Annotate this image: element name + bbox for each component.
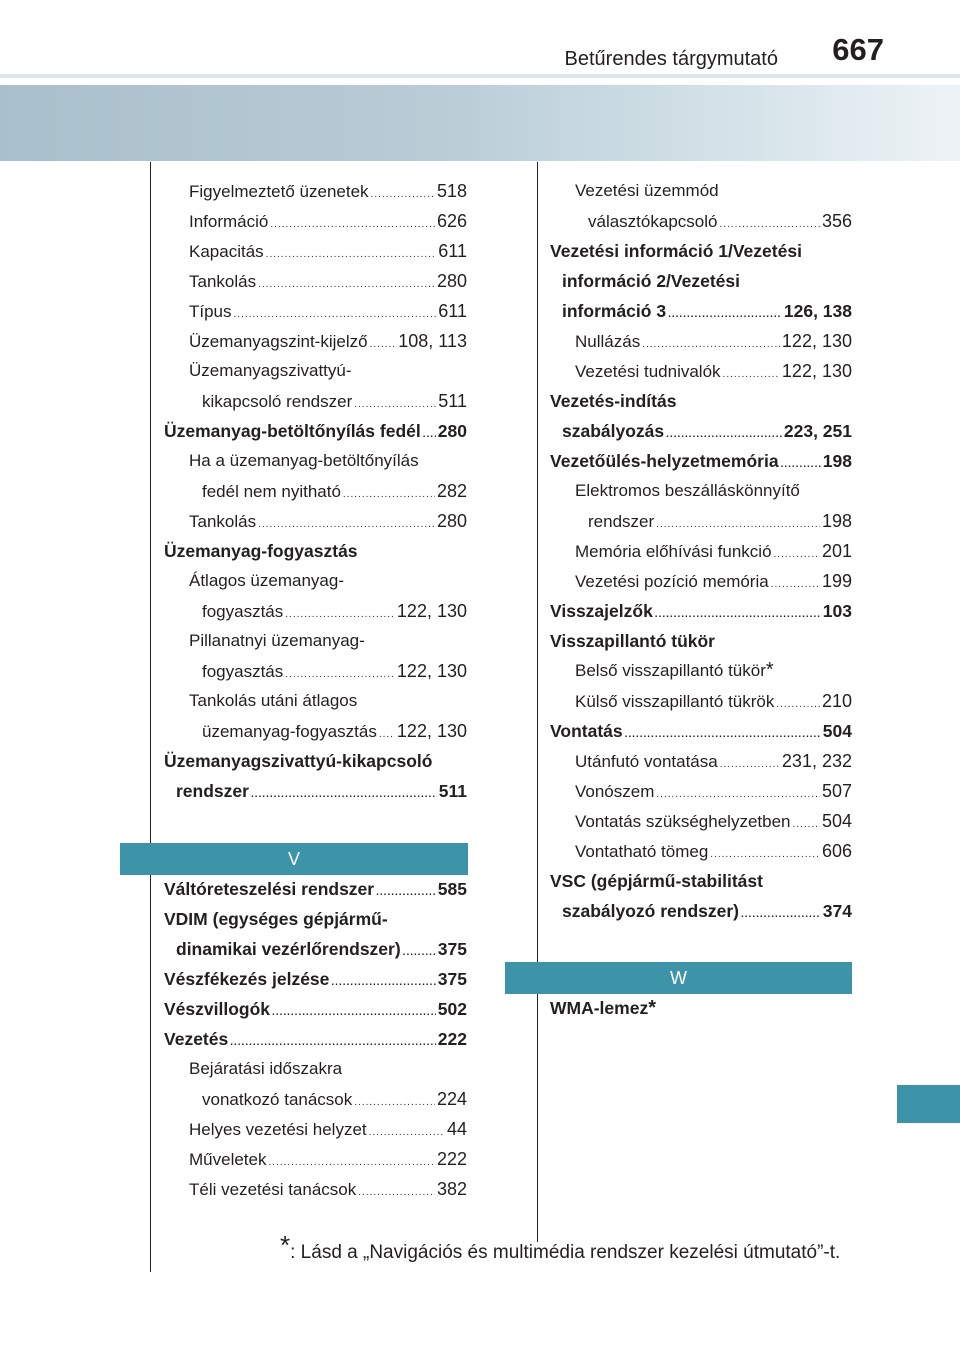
dot-leader: [370, 330, 397, 360]
index-side-tab[interactable]: [897, 1085, 960, 1123]
entry-label: Bejáratási időszakra: [189, 1059, 343, 1078]
dot-leader: [371, 180, 435, 210]
section-w-entries: [550, 993, 852, 1023]
page-reference[interactable]: 222: [436, 1149, 467, 1169]
index-entry[interactable]: [550, 386, 852, 416]
index-entry[interactable]: [550, 806, 852, 836]
index-entry[interactable]: [550, 206, 852, 236]
entry-label: Külső visszapillantó tükrök: [575, 692, 775, 711]
entry-label: Típus: [189, 302, 232, 321]
index-entry[interactable]: [164, 746, 467, 776]
dot-leader: [792, 810, 819, 840]
page-reference[interactable]: 103: [822, 601, 852, 621]
entry-label: Belső visszapillantó tükör: [575, 661, 766, 680]
index-entry[interactable]: [164, 1054, 467, 1084]
index-entry[interactable]: [550, 896, 852, 926]
entry-label: Nullázás: [575, 332, 641, 351]
index-entry[interactable]: [164, 296, 467, 326]
entry-label: Vezetési tudnivalók: [575, 362, 721, 381]
page-number: 667: [832, 32, 884, 67]
index-entry[interactable]: [164, 326, 467, 356]
page-reference[interactable]: 507: [821, 781, 852, 801]
index-entry[interactable]: [164, 1174, 467, 1204]
index-entry[interactable]: [164, 416, 467, 446]
page-reference[interactable]: 585: [437, 879, 467, 899]
footnote-text: : Lásd a „Navigációs és multimédia rendszer kezelési útmutató”-t.: [290, 1242, 841, 1263]
entry-label: Vonószem: [575, 782, 655, 801]
index-entry[interactable]: [550, 356, 852, 386]
page-reference[interactable]: 504: [822, 721, 852, 741]
entry-label: Téli vezetési tanácsok: [189, 1180, 357, 1199]
index-entry[interactable]: [164, 904, 467, 934]
dot-leader: [656, 780, 820, 810]
index-entry[interactable]: [550, 266, 852, 296]
entry-label: VSC (gépjármű-stabilitást: [550, 871, 763, 891]
page-reference[interactable]: 611: [438, 241, 467, 261]
page-reference[interactable]: 504: [821, 811, 852, 831]
index-entry[interactable]: [164, 1114, 467, 1144]
index-entry[interactable]: [550, 476, 852, 506]
index-entry[interactable]: [164, 776, 467, 806]
section-w: [505, 962, 852, 994]
page-reference[interactable]: 126, 138: [783, 301, 852, 321]
index-entry[interactable]: [550, 416, 852, 446]
index-entry[interactable]: [164, 506, 467, 536]
index-entry[interactable]: [550, 296, 852, 326]
index-entry[interactable]: [164, 626, 467, 656]
entry-label: Tankolás: [189, 512, 257, 531]
page-reference[interactable]: 511: [438, 781, 467, 801]
dot-leader: [642, 330, 780, 360]
index-entry[interactable]: [550, 236, 852, 266]
entry-label: Üzemanyag-betöltőnyílás fedél: [164, 421, 421, 441]
footnote-star: *: [280, 1230, 291, 1260]
dot-leader: [723, 360, 780, 390]
index-entry[interactable]: [550, 836, 852, 866]
dot-leader: [771, 570, 820, 600]
page-reference[interactable]: 199: [821, 571, 852, 591]
index-entry[interactable]: [550, 326, 852, 356]
entry-label: Utánfutó vontatása: [575, 752, 718, 771]
section-v: [120, 843, 468, 875]
index-entry[interactable]: [550, 566, 852, 596]
index-entry[interactable]: [164, 1084, 467, 1114]
page-reference[interactable]: 374: [822, 901, 852, 921]
dot-leader: [251, 780, 437, 810]
dot-leader: [403, 938, 436, 968]
entry-label: Vezetési üzemmód: [575, 181, 719, 200]
dot-leader: [774, 540, 820, 570]
index-entry[interactable]: [164, 566, 467, 596]
page-reference[interactable]: 280: [436, 511, 467, 531]
index-entry[interactable]: [550, 446, 852, 476]
entry-label: Kapacitás: [189, 242, 264, 261]
entry-label: Üzemanyag-fogyasztás: [164, 541, 358, 561]
index-entry[interactable]: [164, 1024, 467, 1054]
entry-label: rendszer: [176, 781, 249, 801]
section-v-entries: [164, 874, 467, 1204]
index-entry[interactable]: [550, 866, 852, 896]
page-reference[interactable]: 606: [821, 841, 852, 861]
dot-leader: [270, 210, 435, 240]
index-entry[interactable]: [164, 656, 467, 686]
page-reference[interactable]: 108, 113: [398, 331, 467, 351]
entry-label: Tankolás: [189, 272, 257, 291]
index-entry[interactable]: [164, 176, 467, 206]
entry-label: Átlagos üzemanyag-: [189, 571, 344, 590]
dot-leader: [741, 900, 821, 930]
entry-label: Helyes vezetési helyzet: [189, 1120, 367, 1139]
index-entry[interactable]: [164, 206, 467, 236]
entry-label: vonatkozó tanácsok: [202, 1090, 353, 1109]
dot-leader: [668, 300, 782, 330]
footnote: [280, 1230, 841, 1264]
entry-label: választókapcsoló: [588, 212, 718, 231]
dot-leader: [331, 968, 435, 998]
entry-label: Vezetőülés-helyzetmemória: [550, 451, 779, 471]
dot-leader: [369, 1118, 445, 1148]
entry-label: Vontatás szükséghelyzetben: [575, 812, 791, 831]
index-entry[interactable]: [164, 266, 467, 296]
page-reference[interactable]: 356: [821, 211, 852, 231]
column-divider-rule: [537, 162, 538, 1242]
dot-leader: [268, 1148, 434, 1178]
entry-label: dinamikai vezérlőrendszer): [176, 939, 401, 959]
entry-label: szabályozó rendszer): [562, 901, 739, 921]
index-entry[interactable]: [164, 934, 467, 964]
page-reference[interactable]: 201: [821, 541, 852, 561]
index-entry[interactable]: [550, 716, 852, 746]
entry-label: Vontatható tömeg: [575, 842, 709, 861]
page-reference[interactable]: 375: [437, 939, 467, 959]
page-reference[interactable]: 122, 130: [396, 601, 467, 621]
dot-leader: [343, 480, 435, 510]
index-entry[interactable]: [550, 776, 852, 806]
index-entry[interactable]: Belső visszapillantó tükör *: [550, 656, 852, 686]
dot-leader: [258, 270, 435, 300]
page-reference[interactable]: 122, 130: [396, 661, 467, 681]
entry-label: Üzemanyagszivattyú-: [189, 361, 352, 380]
entry-label: Váltóreteszelési rendszer: [164, 879, 375, 899]
page-reference[interactable]: 280: [436, 271, 467, 291]
index-entry[interactable]: [164, 236, 467, 266]
page-reference[interactable]: 122, 130: [396, 721, 467, 741]
entry-label: Üzemanyagszivattyú-kikapcsoló: [164, 751, 433, 771]
index-entry[interactable]: [164, 476, 467, 506]
dot-leader: [720, 750, 780, 780]
page-reference[interactable]: 44: [446, 1119, 467, 1139]
section-header-w: W: [505, 962, 852, 994]
entry-label: Vezetés-indítás: [550, 391, 677, 411]
page-reference[interactable]: 611: [438, 301, 467, 321]
entry-label: Elektromos beszálláskönnyítő: [575, 481, 800, 500]
page-reference[interactable]: 231, 232: [781, 751, 852, 771]
page-reference[interactable]: 122, 130: [781, 361, 852, 381]
entry-label: Tankolás utáni átlagos: [189, 691, 358, 710]
index-entry[interactable]: [164, 596, 467, 626]
right-column: [550, 176, 852, 926]
entry-label: Visszajelzők: [550, 601, 653, 621]
page-reference[interactable]: 375: [437, 969, 467, 989]
left-margin-rule: [150, 162, 151, 1272]
entry-label: Üzemanyagszint-kijelző: [189, 332, 368, 351]
entry-label: Vezetés: [164, 1029, 229, 1049]
entry-label: információ 3: [562, 301, 667, 321]
entry-label: Műveletek: [189, 1150, 267, 1169]
page-reference[interactable]: 280: [437, 421, 467, 441]
index-entry[interactable]: [550, 746, 852, 776]
entry-label: fedél nem nyitható: [202, 482, 341, 501]
index-entry[interactable]: [164, 994, 467, 1024]
dot-leader: [358, 1178, 435, 1208]
dot-leader: [423, 420, 436, 450]
page-reference[interactable]: 222: [437, 1029, 467, 1049]
dot-leader: [656, 510, 820, 540]
index-entry[interactable]: [164, 356, 467, 386]
index-entry[interactable]: [164, 686, 467, 716]
index-entry[interactable]: [550, 596, 852, 626]
entry-label: fogyasztás: [202, 602, 284, 621]
entry-label: kikapcsoló rendszer: [202, 392, 353, 411]
entry-label: üzemanyag-fogyasztás: [202, 722, 377, 741]
entry-label: fogyasztás: [202, 662, 284, 681]
entry-label: Memória előhívási funkció: [575, 542, 772, 561]
index-entry[interactable]: [550, 536, 852, 566]
page-reference[interactable]: 282: [436, 481, 467, 501]
page-reference[interactable]: 198: [822, 451, 852, 471]
entry-label: Pillanatnyi üzemanyag-: [189, 631, 365, 650]
section-header-v: V: [120, 843, 468, 875]
entry-label: Figyelmeztető üzenetek: [189, 182, 369, 201]
page-reference[interactable]: 223, 251: [783, 421, 852, 441]
entry-label: Vészvillogók: [164, 999, 271, 1019]
page-reference[interactable]: 224: [436, 1089, 467, 1109]
dot-leader: [272, 998, 436, 1028]
entry-label: Vészfékezés jelzése: [164, 969, 330, 989]
header-band: [0, 85, 960, 161]
page-title: Betűrendes tárgymutató: [564, 48, 778, 70]
index-entry[interactable]: [550, 686, 852, 716]
entry-label: WMA-lemez: [550, 998, 649, 1018]
dot-leader: [776, 690, 820, 720]
header-rule: [0, 74, 960, 78]
page-reference[interactable]: 518: [436, 181, 467, 201]
index-entry[interactable]: [164, 874, 467, 904]
index-entry[interactable]: [164, 964, 467, 994]
entry-label: Ha a üzemanyag-betöltőnyílás: [189, 451, 419, 470]
page-reference[interactable]: 210: [821, 691, 852, 711]
page-reference[interactable]: 626: [436, 211, 467, 231]
entry-label: Vezetési információ 1/Vezetési: [550, 241, 802, 261]
entry-label: szabályozás: [562, 421, 665, 441]
index-entry[interactable]: [164, 386, 467, 416]
page-reference[interactable]: 122, 130: [781, 331, 852, 351]
entry-label: VDIM (egységes gépjármű-: [164, 909, 388, 929]
entry-label: Visszapillantó tükör: [550, 631, 715, 651]
index-entry[interactable]: [164, 1144, 467, 1174]
left-column: [164, 176, 467, 806]
index-entry[interactable]: [550, 176, 852, 206]
page-reference[interactable]: 502: [437, 999, 467, 1019]
index-entry[interactable]: WMA-lemez *: [550, 993, 852, 1023]
index-entry[interactable]: [550, 626, 852, 656]
dot-leader: [354, 1088, 435, 1118]
index-entry[interactable]: [164, 536, 467, 566]
entry-label: Vontatás: [550, 721, 623, 741]
page-reference[interactable]: 511: [438, 391, 467, 411]
entry-label: Információ: [189, 212, 269, 231]
entry-label: információ 2/Vezetési: [562, 271, 740, 291]
index-entry[interactable]: [164, 716, 467, 746]
index-entry[interactable]: [550, 506, 852, 536]
page-reference[interactable]: 198: [821, 511, 852, 531]
page-reference[interactable]: 382: [436, 1179, 467, 1199]
entry-label: Vezetési pozíció memória: [575, 572, 769, 591]
index-entry[interactable]: [164, 446, 467, 476]
dot-leader: [266, 240, 437, 270]
entry-label: rendszer: [588, 512, 655, 531]
